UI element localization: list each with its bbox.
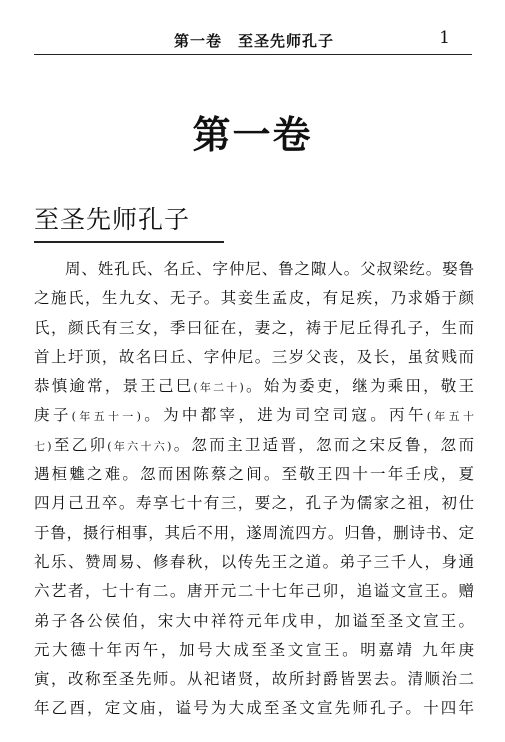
line-text: 至乙卯	[51, 435, 108, 454]
text-line	[34, 372, 474, 401]
line-text: 。始为委吏，继为乘田，敬王	[243, 377, 474, 396]
line-text: 。忽而主卫适晋，忽而之宋反鲁，忽而	[171, 435, 474, 454]
line-text: 遇桓魋之难。忽而困陈蔡之间。至敬王四十一年壬戌，夏	[34, 465, 474, 484]
text-line	[34, 548, 474, 577]
text-line	[34, 460, 474, 489]
text-line	[34, 519, 474, 548]
text-line	[34, 431, 474, 460]
text-line	[34, 577, 474, 606]
page-number: 1	[439, 28, 450, 48]
text-line	[34, 255, 474, 284]
text-line	[34, 314, 474, 343]
line-text: 于鲁，摄行相事，其后不用，遂周流四方。归鲁，删诗书、定	[34, 523, 474, 542]
text-line	[34, 665, 474, 694]
line-text: 礼乐、赞周易、修春秋，以传先王之道。弟子三千人，身通	[34, 552, 474, 571]
line-text: 庚子	[34, 406, 72, 425]
text-line	[34, 489, 474, 518]
line-text: 。为中都宰，进为司空司寇。丙午	[140, 406, 427, 425]
date-annotation: (年五十一)	[71, 410, 141, 424]
text-line	[34, 694, 474, 723]
running-title: 第一卷 至圣先师孔子	[174, 32, 335, 50]
volume-title: 第一卷	[192, 113, 313, 157]
text-line	[34, 343, 474, 372]
line-text: 四月己丑卒。寿享七十有三，要之，孔子为儒家之祖，初仕	[34, 494, 474, 513]
line-text: 元大德十年丙午，加号大成至圣文宣王。明嘉靖 九年庚	[34, 640, 474, 659]
running-header	[34, 28, 472, 55]
line-text: 恭慎逾常，景王己巳	[34, 377, 194, 396]
text-line	[34, 284, 474, 313]
body-text	[34, 255, 474, 724]
line-text: 周、姓孔氏、名丘、字仲尼、鲁之陬人。父叔梁纥。娶鲁	[65, 260, 474, 278]
line-text: 弟子各公侯伯，宋大中祥符元年戊申，加谥至圣文宣王。	[34, 611, 474, 630]
line-text: 年乙酉，定文庙，谥号为大成至圣文宣先师孔子。十四年	[34, 699, 474, 718]
date-annotation: (年六十六)	[107, 439, 172, 453]
line-text: 氏，颜氏有三女，季曰征在，妻之，祷于尼丘得孔子，生而	[34, 318, 474, 337]
line-text: 六艺者，七十有二。唐开元二十七年己卯，追谥文宣王。赠	[34, 582, 474, 601]
line-text: 首上圩顶，故名曰丘、字仲尼。三岁父丧，及长，虽贫贱而	[34, 347, 474, 366]
section-title: 至圣先师孔子	[34, 200, 224, 243]
text-line	[34, 401, 474, 430]
date-annotation: (年五十	[426, 410, 474, 424]
date-annotation: 七)	[34, 439, 52, 453]
text-line	[34, 607, 474, 636]
line-text: 寅，改称至圣先师。从祀诸贤，故所封爵皆罢去。清顺治二	[34, 670, 474, 689]
line-text: 之施氏，生九女、无子。其妾生孟皮，有足疾，乃求婚于颜	[34, 289, 474, 308]
text-line	[34, 636, 474, 665]
date-annotation: (年二十)	[193, 381, 244, 395]
